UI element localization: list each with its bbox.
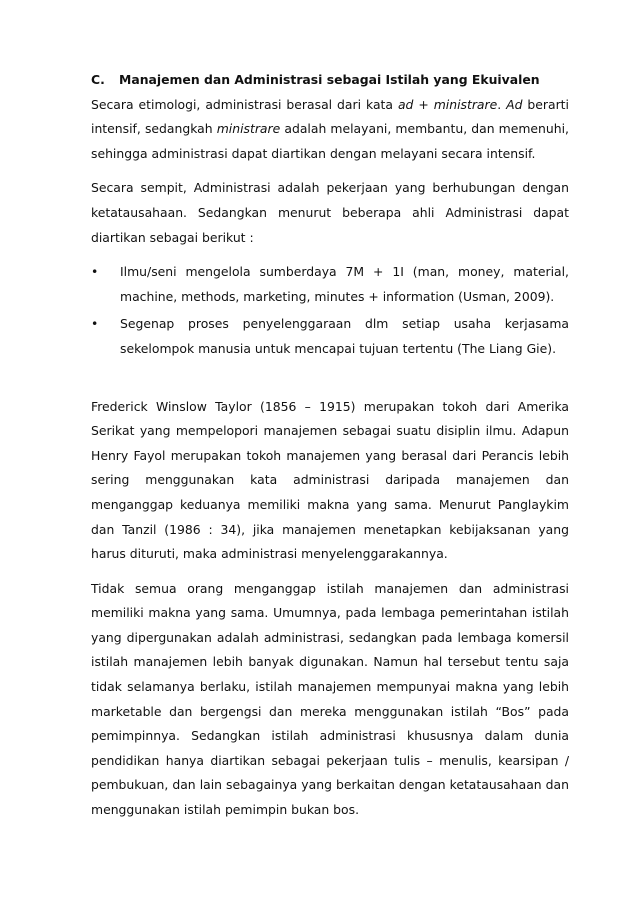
terminology-paragraph: Tidak semua orang menganggap istilah manajemen dan administrasi memiliki makna yang sama. Umumnya, pada lembaga pemerintahan istilah yang dipergunakan adalah administrasi, sedangkan pada lembaga komersil istilah manajemen lebih banyak digunakan. Namun hal tersebut tentu saja tidak selamanya berlaku, istilah manajemen mempunyai makna yang lebih marketable dan bergengsi dan mereka menggunakan istilah “Bos” pada pemimpinnya. Sedangkan istilah administrasi khususnya dalam dunia pendidikan hanya diartikan sebagai pekerjaan tulis – menulis, kearsipan / pembukuan, dan lain sebagainya yang berkaitan dengan ketatausahaan dan menggunakan istilah pemimpin bukan bos. — [91, 580, 569, 818]
bullet-icon: • — [91, 316, 99, 332]
bullet-icon: • — [91, 264, 99, 280]
narrow-definition-paragraph: Secara sempit, Administrasi adalah pekerjaan yang berhubungan dengan ketatausahaan. Sedangkan menurut beberapa ahli Administrasi dapat diartikan sebagai berikut : — [91, 180, 569, 245]
paragraph-text: berarti intensif, sedangkah — [91, 96, 569, 137]
paragraph-text: + — [413, 96, 434, 112]
section-number: C. — [91, 72, 105, 87]
list-item — [91, 260, 569, 309]
italic-term: ministrare — [216, 121, 281, 137]
list-item — [91, 312, 569, 361]
document-page — [91, 68, 569, 823]
etymology-paragraph — [91, 93, 569, 167]
list-item-text: Segenap proses penyelenggaraan dlm setiap usaha kerjasama sekelompok manusia untuk mencapai tujuan tertentu (The Liang Gie). — [120, 316, 569, 356]
definition-list — [91, 260, 569, 361]
list-item-text: Ilmu/seni mengelola sumberdaya 7M + 1I (man, money, material, machine, methods, marketing, minutes + information (Usman, 2009). — [120, 264, 569, 304]
paragraph-text: . — [497, 96, 507, 112]
italic-term: ministrare — [433, 96, 498, 112]
paragraph-text: adalah melayani, membantu, dan memenuhi, sehingga administrasi dapat diartikan dengan melayani secara intensif. — [91, 121, 569, 161]
italic-term: Ad — [506, 96, 523, 112]
paragraph-text: Secara etimologi, administrasi berasal dari kata — [91, 96, 398, 112]
italic-term: ad — [397, 96, 414, 112]
section-heading — [91, 68, 569, 93]
taylor-fayol-paragraph: Frederick Winslow Taylor (1856 – 1915) merupakan tokoh dari Amerika Serikat yang mempelopori manajemen sebagai suatu disiplin ilmu. Adapun Henry Fayol merupakan tokoh manajemen yang berasal dari Perancis lebih sering menggunakan kata administrasi daripada manajemen dan menganggap keduanya memiliki makna yang sama. Menurut Panglaykim dan Tanzil (1986 : 34), jika manajemen menetapkan kebijaksanan yang harus dituruti, maka administrasi menyelenggarakannya. — [91, 398, 569, 562]
section-title: Manajemen dan Administrasi sebagai Istilah yang Ekuivalen — [119, 72, 540, 87]
